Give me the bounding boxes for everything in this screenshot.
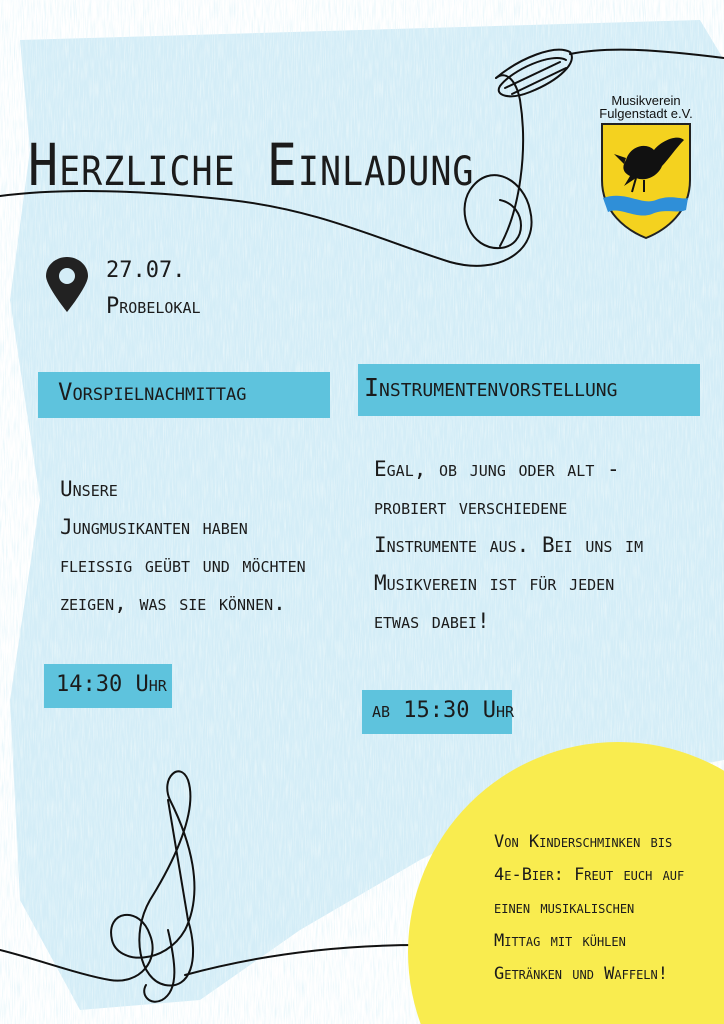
logo-name-line1: Musikverein bbox=[611, 93, 681, 108]
right-description-line: Musikverein ist für jeden bbox=[374, 571, 615, 595]
left-description bbox=[60, 470, 350, 622]
bottom-message bbox=[494, 826, 724, 991]
right-description-line: probiert verschiedene bbox=[374, 495, 568, 519]
location-pin-icon bbox=[44, 256, 90, 314]
bottom-message-line: Getränken und Waffeln! bbox=[494, 964, 668, 984]
right-description-line: Egal, ob jung oder alt - bbox=[374, 457, 620, 481]
right-description bbox=[374, 450, 704, 640]
bottom-message-line: Von Kinderschminken bis bbox=[494, 832, 673, 852]
club-logo bbox=[584, 92, 708, 242]
bottom-message-line: 4e-Bier: Freut euch auf bbox=[494, 865, 685, 885]
left-time: 14:30 Uhr bbox=[56, 672, 167, 697]
event-date: 27.07. bbox=[106, 258, 186, 283]
left-description-line: Jungmusikanten haben bbox=[60, 515, 248, 539]
left-description-line: Unsere bbox=[60, 477, 118, 501]
page-title: Herzliche Einladung bbox=[28, 131, 475, 199]
bottom-message-line: einen musikalischen bbox=[494, 898, 635, 918]
right-time: ab 15:30 Uhr bbox=[372, 698, 515, 723]
bottom-message-line: Mittag mit kühlen bbox=[494, 931, 626, 951]
logo-name-line2: Fulgenstadt e.V. bbox=[599, 106, 693, 121]
event-location: Probelokal bbox=[106, 294, 201, 319]
right-description-line: Instrumente aus. Bei uns im bbox=[374, 533, 644, 557]
left-description-line: zeigen, was sie können. bbox=[60, 591, 286, 615]
left-description-line: fleißig geübt und möchten bbox=[60, 553, 306, 577]
crest-raven-icon bbox=[596, 120, 696, 240]
right-description-line: etwas dabei! bbox=[374, 609, 490, 633]
left-heading: Vorspielnachmittag bbox=[58, 378, 247, 406]
right-heading: Instrumentenvorstellung bbox=[364, 373, 618, 402]
